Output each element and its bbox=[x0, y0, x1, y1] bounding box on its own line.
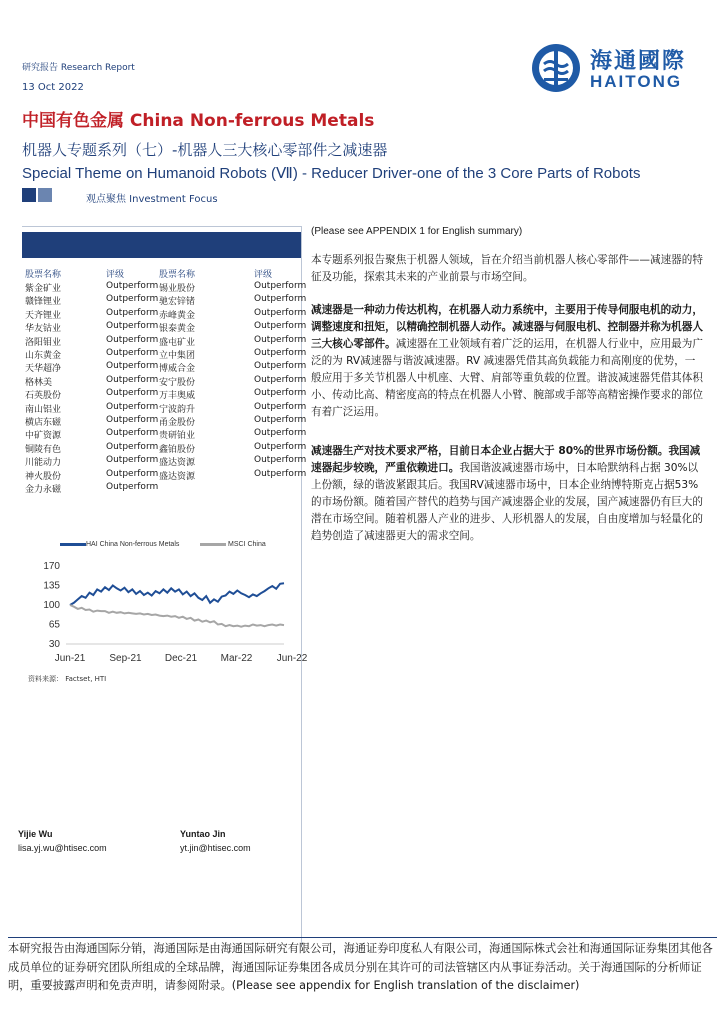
table-cell-rating: Outperform bbox=[106, 428, 159, 439]
table-cell-rating: Outperform bbox=[106, 415, 159, 425]
y-tick-label: 100 bbox=[43, 600, 60, 611]
table-cell-stock: 赣锋锂业 bbox=[25, 297, 62, 308]
chart-source: 资料来源： Factset, HTI bbox=[28, 675, 107, 683]
paragraph-2 bbox=[311, 302, 704, 421]
paragraph-2-text: 减速器在工业领域有着广泛的运用，在机器人行业中，应用最为广泛的为 RV减速器与谐波减速器。RV 减速器凭借其高负载能力和高刚度的优势，一般应用于多关节机器人中机座、大臂、肩部等重负载的位置。谐波减速器凭借其体积小、传动比高、精密度高的特点在机器人小臂、腕部或手部等高精密操作要求的部位有着广泛运用。 bbox=[311, 338, 703, 418]
table-header-stock-2: 股票名称 bbox=[159, 270, 196, 280]
author-1-email[interactable]: lisa.yj.wu@htisec.com bbox=[18, 843, 107, 853]
table-cell-stock: 金力永磁 bbox=[25, 485, 62, 495]
table-cell-rating: Outperform bbox=[106, 307, 159, 318]
table-cell-rating: Outperform bbox=[254, 281, 307, 291]
x-tick-label: Jun-22 bbox=[276, 653, 308, 664]
table-cell-rating: Outperform bbox=[254, 401, 307, 412]
english-summary-note: (Please see APPENDIX 1 for English summary) bbox=[311, 226, 523, 237]
table-header-rating-2: 评级 bbox=[254, 270, 273, 280]
table-cell-stock: 天齐锂业 bbox=[25, 310, 62, 321]
x-tick-label: Dec-21 bbox=[164, 653, 198, 664]
table-cell-rating: Outperform bbox=[106, 455, 159, 466]
y-tick-label: 65 bbox=[48, 619, 60, 631]
table-cell-rating: Outperform bbox=[106, 374, 159, 385]
table-cell-stock: 安宁股份 bbox=[159, 377, 196, 388]
report-date: 13 Oct 2022 bbox=[22, 82, 84, 93]
series-line-msci bbox=[70, 605, 284, 627]
table-cell-stock: 锡业股份 bbox=[159, 284, 196, 294]
y-tick-label: 135 bbox=[43, 580, 60, 592]
paragraph-1 bbox=[311, 252, 704, 286]
table-cell-rating: Outperform bbox=[106, 441, 159, 452]
table-cell-stock: 铜陵有色 bbox=[25, 444, 62, 455]
y-tick-label: 30 bbox=[48, 639, 60, 650]
y-tick-label: 170 bbox=[43, 561, 60, 572]
table-cell-stock: 鑫铂股份 bbox=[159, 444, 196, 455]
sector-title: 中国有色金属 China Non-ferrous Metals bbox=[22, 111, 375, 131]
table-cell-stock: 驰宏锌锗 bbox=[159, 297, 196, 308]
table-cell-rating: Outperform bbox=[254, 348, 307, 358]
author-2-name: Yuntao Jin bbox=[180, 829, 226, 839]
table-cell-rating: Outperform bbox=[254, 321, 307, 332]
table-cell-stock: 盛达资源 bbox=[159, 471, 196, 482]
paragraph-3-text: 我国谐波减速器市场中，日本哈默纳科占据 30%以上份额，绿的谐波紧跟其后。我国RV减速器市场中，日本企业纳博特斯克占据53%的市场份额。随着国产替代的趋势与国产减速器企业的发展，国产减速器仍有巨大的潜在市场空间。随着机器人产业的进步、人形机器人的发展，自由度增加与轻量化的趋势创造了减速器更大的需求空间。 bbox=[311, 462, 703, 542]
table-cell-stock: 石英股份 bbox=[25, 391, 62, 402]
author-2-email[interactable]: yt.jin@htisec.com bbox=[180, 843, 251, 853]
table-cell-rating: Outperform bbox=[254, 294, 307, 305]
report-title-en: Special Theme on Humanoid Robots (Ⅶ) - Reducer Driver-one of the 3 Core Parts of Robots bbox=[22, 165, 641, 182]
table-cell-rating: Outperform bbox=[254, 455, 307, 466]
table-cell-stock: 洛阳钼业 bbox=[25, 337, 62, 348]
author-1-name: Yijie Wu bbox=[18, 829, 53, 839]
table-cell-rating: Outperform bbox=[254, 334, 307, 345]
table-cell-stock: 宁波韵升 bbox=[159, 404, 196, 415]
report-title-cn: 机器人专题系列（七）-机器人三大核心零部件之减速器 bbox=[22, 141, 388, 159]
paragraph-1-text: 本专题系列报告聚焦于机器人领域，旨在介绍当前机器人核心零部件——减速器的特征及功能，探索其未来的产业前景与市场空间。 bbox=[311, 254, 703, 283]
table-cell-rating: Outperform bbox=[254, 361, 307, 372]
sidebar-banner bbox=[22, 232, 301, 258]
table-cell-stock: 天华超净 bbox=[25, 364, 62, 375]
table-cell-stock: 银泰黄金 bbox=[159, 324, 196, 335]
table-cell-rating: Outperform bbox=[254, 468, 307, 479]
table-header-rating: 评级 bbox=[106, 270, 125, 280]
table-cell-rating: Outperform bbox=[254, 374, 307, 385]
legend-swatch-msci bbox=[200, 543, 226, 546]
table-cell-rating: Outperform bbox=[106, 348, 159, 358]
table-cell-rating: Outperform bbox=[254, 388, 307, 399]
table-header-stock: 股票名称 bbox=[25, 270, 62, 280]
table-cell-stock: 贵研铂业 bbox=[159, 431, 196, 442]
table-cell-rating: Outperform bbox=[106, 281, 159, 291]
tag-marker-light bbox=[38, 188, 52, 202]
table-cell-stock: 盛达资源 bbox=[159, 458, 196, 469]
report-type: 研究报告 Research Report bbox=[22, 63, 135, 73]
haitong-logo-icon bbox=[530, 42, 582, 94]
paragraph-2-bold: 减速器是一种动力传达机构，在机器人动力系统中，主要用于传导伺服电机的动力，调整速度和扭矩，以精确控制机器人动作。减速器与伺服电机、控制器并称为机器人三大核心零部件。 bbox=[311, 304, 703, 350]
table-cell-stock: 华友钴业 bbox=[25, 324, 62, 335]
table-cell-stock: 盛屯矿业 bbox=[159, 337, 196, 348]
table-cell-rating: Outperform bbox=[254, 415, 307, 425]
table-cell-rating: Outperform bbox=[254, 307, 307, 318]
table-cell-stock: 甬金股份 bbox=[159, 418, 196, 428]
table-cell-rating: Outperform bbox=[106, 361, 159, 372]
focus-tag: 观点聚焦 Investment Focus bbox=[86, 194, 218, 205]
table-cell-rating: Outperform bbox=[106, 388, 159, 399]
table-cell-stock: 南山铝业 bbox=[25, 404, 62, 415]
table-cell-stock: 川能动力 bbox=[25, 458, 62, 469]
table-cell-stock: 格林美 bbox=[25, 377, 53, 388]
table-cell-rating: Outperform bbox=[106, 468, 159, 479]
table-cell-stock: 博威合金 bbox=[159, 364, 196, 375]
legend-label-hai: HAI China Non-ferrous Metals bbox=[86, 541, 180, 548]
x-tick-label: Sep-21 bbox=[109, 653, 142, 664]
legend-swatch-hai bbox=[60, 543, 86, 546]
table-cell-rating: Outperform bbox=[106, 334, 159, 345]
table-cell-rating: Outperform bbox=[106, 294, 159, 305]
table-cell-rating: Outperform bbox=[254, 441, 307, 452]
logo-text-cn: 海通國際 bbox=[590, 49, 687, 74]
disclaimer-text: 本研究报告由海通国际分销，海通国际是由海通国际研究有限公司，海通证券印度私人有限公司，海通国际株式会社和海通国际证券集团其他各成员单位的证券研究团队所组成的全球品牌，海通国际证券集团各成员分别在其许可的司法管辖区内从事证券活动。关于海通国际的分析师证明，重要披露声明和免责声明，请参阅附录。(Please see appendix for English translation of the disclaimer) bbox=[8, 942, 713, 992]
paragraph-3-bold: 减速器生产对技术要求严格，目前日本企业占据大于 80%的世界市场份额。我国减速器起步较晚，严重依赖进口。 bbox=[311, 445, 701, 474]
paragraph-3 bbox=[311, 443, 704, 545]
table-cell-stock: 横店东磁 bbox=[25, 418, 62, 428]
table-cell-stock: 万丰奥威 bbox=[159, 391, 196, 402]
table-cell-stock: 紫金矿业 bbox=[25, 284, 62, 294]
table-cell-stock: 山东黄金 bbox=[25, 351, 62, 361]
series-line-hai bbox=[70, 583, 284, 605]
legend-label-msci: MSCI China bbox=[228, 541, 266, 548]
table-cell-stock: 立中集团 bbox=[159, 351, 196, 361]
table-cell-stock: 神火股份 bbox=[25, 471, 62, 482]
table-cell-stock: 赤峰黄金 bbox=[159, 310, 196, 321]
table-cell-rating: Outperform bbox=[106, 482, 159, 492]
tag-marker-dark bbox=[22, 188, 36, 202]
table-cell-stock: 中矿资源 bbox=[25, 431, 62, 442]
x-tick-label: Mar-22 bbox=[220, 653, 253, 664]
logo-text-en: HAITONG bbox=[590, 72, 683, 91]
table-cell-rating: Outperform bbox=[106, 401, 159, 412]
index-line-chart bbox=[22, 552, 308, 667]
x-tick-label: Jun-21 bbox=[54, 653, 86, 664]
table-cell-rating: Outperform bbox=[106, 321, 159, 332]
table-cell-rating: Outperform bbox=[254, 428, 307, 439]
disclaimer-divider bbox=[8, 937, 717, 938]
